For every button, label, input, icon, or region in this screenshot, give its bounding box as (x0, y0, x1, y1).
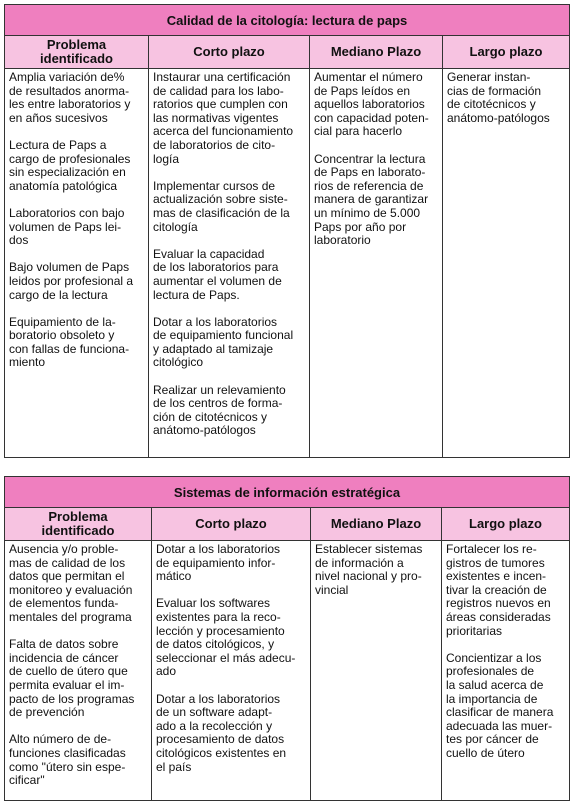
cell-text: Dotar a los laboratorios de un software adapt- ado a la recolección y procesamiento de datos citológicos existentes en el país (156, 691, 287, 774)
cell-text: Generar instan- cias de formación de citotécnicos y anátomo-patólogos (447, 70, 550, 125)
header-largo-plazo: Largo plazo (469, 44, 543, 59)
cell-text: Realizar un relevamiento de los centros de forma- ción de citotécnicos y anátomo-patólogos (153, 382, 286, 438)
col-mediano-plazo (310, 69, 443, 457)
table-citologia (4, 4, 570, 458)
col-corto-plazo (149, 69, 310, 457)
cell-text: Ausencia y/o proble- mas de calidad de los datos que permitan el monitoreo y evaluación de elementos funda- mentales del programa (9, 542, 133, 624)
cell-text: Bajo volumen de Paps leidos por profesional a cargo de la lectura (9, 260, 134, 302)
header-mediano-plazo: Mediano Plazo (311, 508, 442, 540)
table-body-row (5, 541, 569, 800)
table-body-row (5, 69, 569, 457)
col-mediano-plazo (311, 541, 442, 800)
cell-text: Equipamiento de la- boratorio obsoleto y con fallas de funciona- miento (9, 314, 130, 370)
cell-text: Dotar a los laboratorios de equipamiento infor- mático (156, 542, 281, 584)
table-title: Sistemas de información estratégica (5, 477, 569, 508)
cell-text: Alto número de de- funciones clasificadas como "útero sin espe- cificar" (9, 732, 126, 788)
cell-text: Fortalecer los re- gistros de tumores existentes e incen- tivar la creación de registros nuevos en áreas consideradas prioritarias (446, 542, 551, 638)
header-problema: Problema identificado (5, 36, 149, 68)
col-corto-plazo (152, 541, 311, 800)
col-largo-plazo (442, 541, 569, 800)
table-sistemas-informacion (4, 476, 570, 801)
cell-text: Lectura de Paps a cargo de profesionales sin especialización en anatomía patológica (9, 137, 131, 193)
header-problema: Problema identificado (5, 508, 152, 540)
table-header-row (5, 508, 569, 541)
cell-text: Concientizar a los profesionales de la salud acerca de la importancia de clasificar de manera adecuada las muer- tes por cáncer de cuello de útero (446, 650, 554, 760)
col-problema (5, 69, 149, 457)
header-mediano-plazo: Mediano Plazo (310, 36, 443, 68)
cell-text: Falta de datos sobre incidencia de cáncer de cuello de útero que permita evaluar el im- pacto de los programas de prevención (9, 637, 135, 720)
header-corto-plazo: Corto plazo (152, 508, 311, 540)
cell-text: Evaluar la capacidad de los laboratorios para aumentar el volumen de lectura de Paps. (153, 246, 282, 302)
cell-text: Concentrar la lectura de Paps en laborato- rios de referencia de manera de garantizar un mínimo de 5.000 Paps por año por laboratorio (314, 151, 429, 248)
cell-text: Dotar a los laboratorios de equipamiento funcional y adaptado al tamizaje citológico (153, 314, 294, 370)
table-header-row (5, 36, 569, 69)
cell-text: Laboratorios con bajo volumen de Paps lei- dos (9, 205, 125, 248)
cell-text: Evaluar los softwares existentes para la reco- lección y procesamiento de datos citológicos, y seleccionar el más adecu- ado (156, 596, 296, 679)
header-corto-plazo: Corto plazo (149, 36, 310, 68)
header-largo-plazo: Largo plazo (469, 516, 542, 531)
table-title: Calidad de la citología: lectura de paps (5, 5, 569, 36)
cell-text: Establecer sistemas de información a nivel nacional y pro- vincial (315, 542, 423, 597)
cell-text: Aumentar el número de Paps leídos en aquellos laboratorios con capacidad poten- cial para hacerlo (314, 70, 429, 139)
col-problema (5, 541, 152, 800)
cell-text: Instaurar una certificación de calidad para los labo- ratorios que cumplen con las normativas vigentes acerca del funcionamiento de laboratorios de cito- logía (153, 70, 294, 166)
cell-text: Implementar cursos de actualización sobre siste- mas de clasificación de la citología (153, 178, 290, 234)
cell-text: Amplia variación de% de resultados anorma- les entre laboratorios y en años sucesivos (9, 70, 131, 125)
col-largo-plazo (443, 69, 569, 457)
